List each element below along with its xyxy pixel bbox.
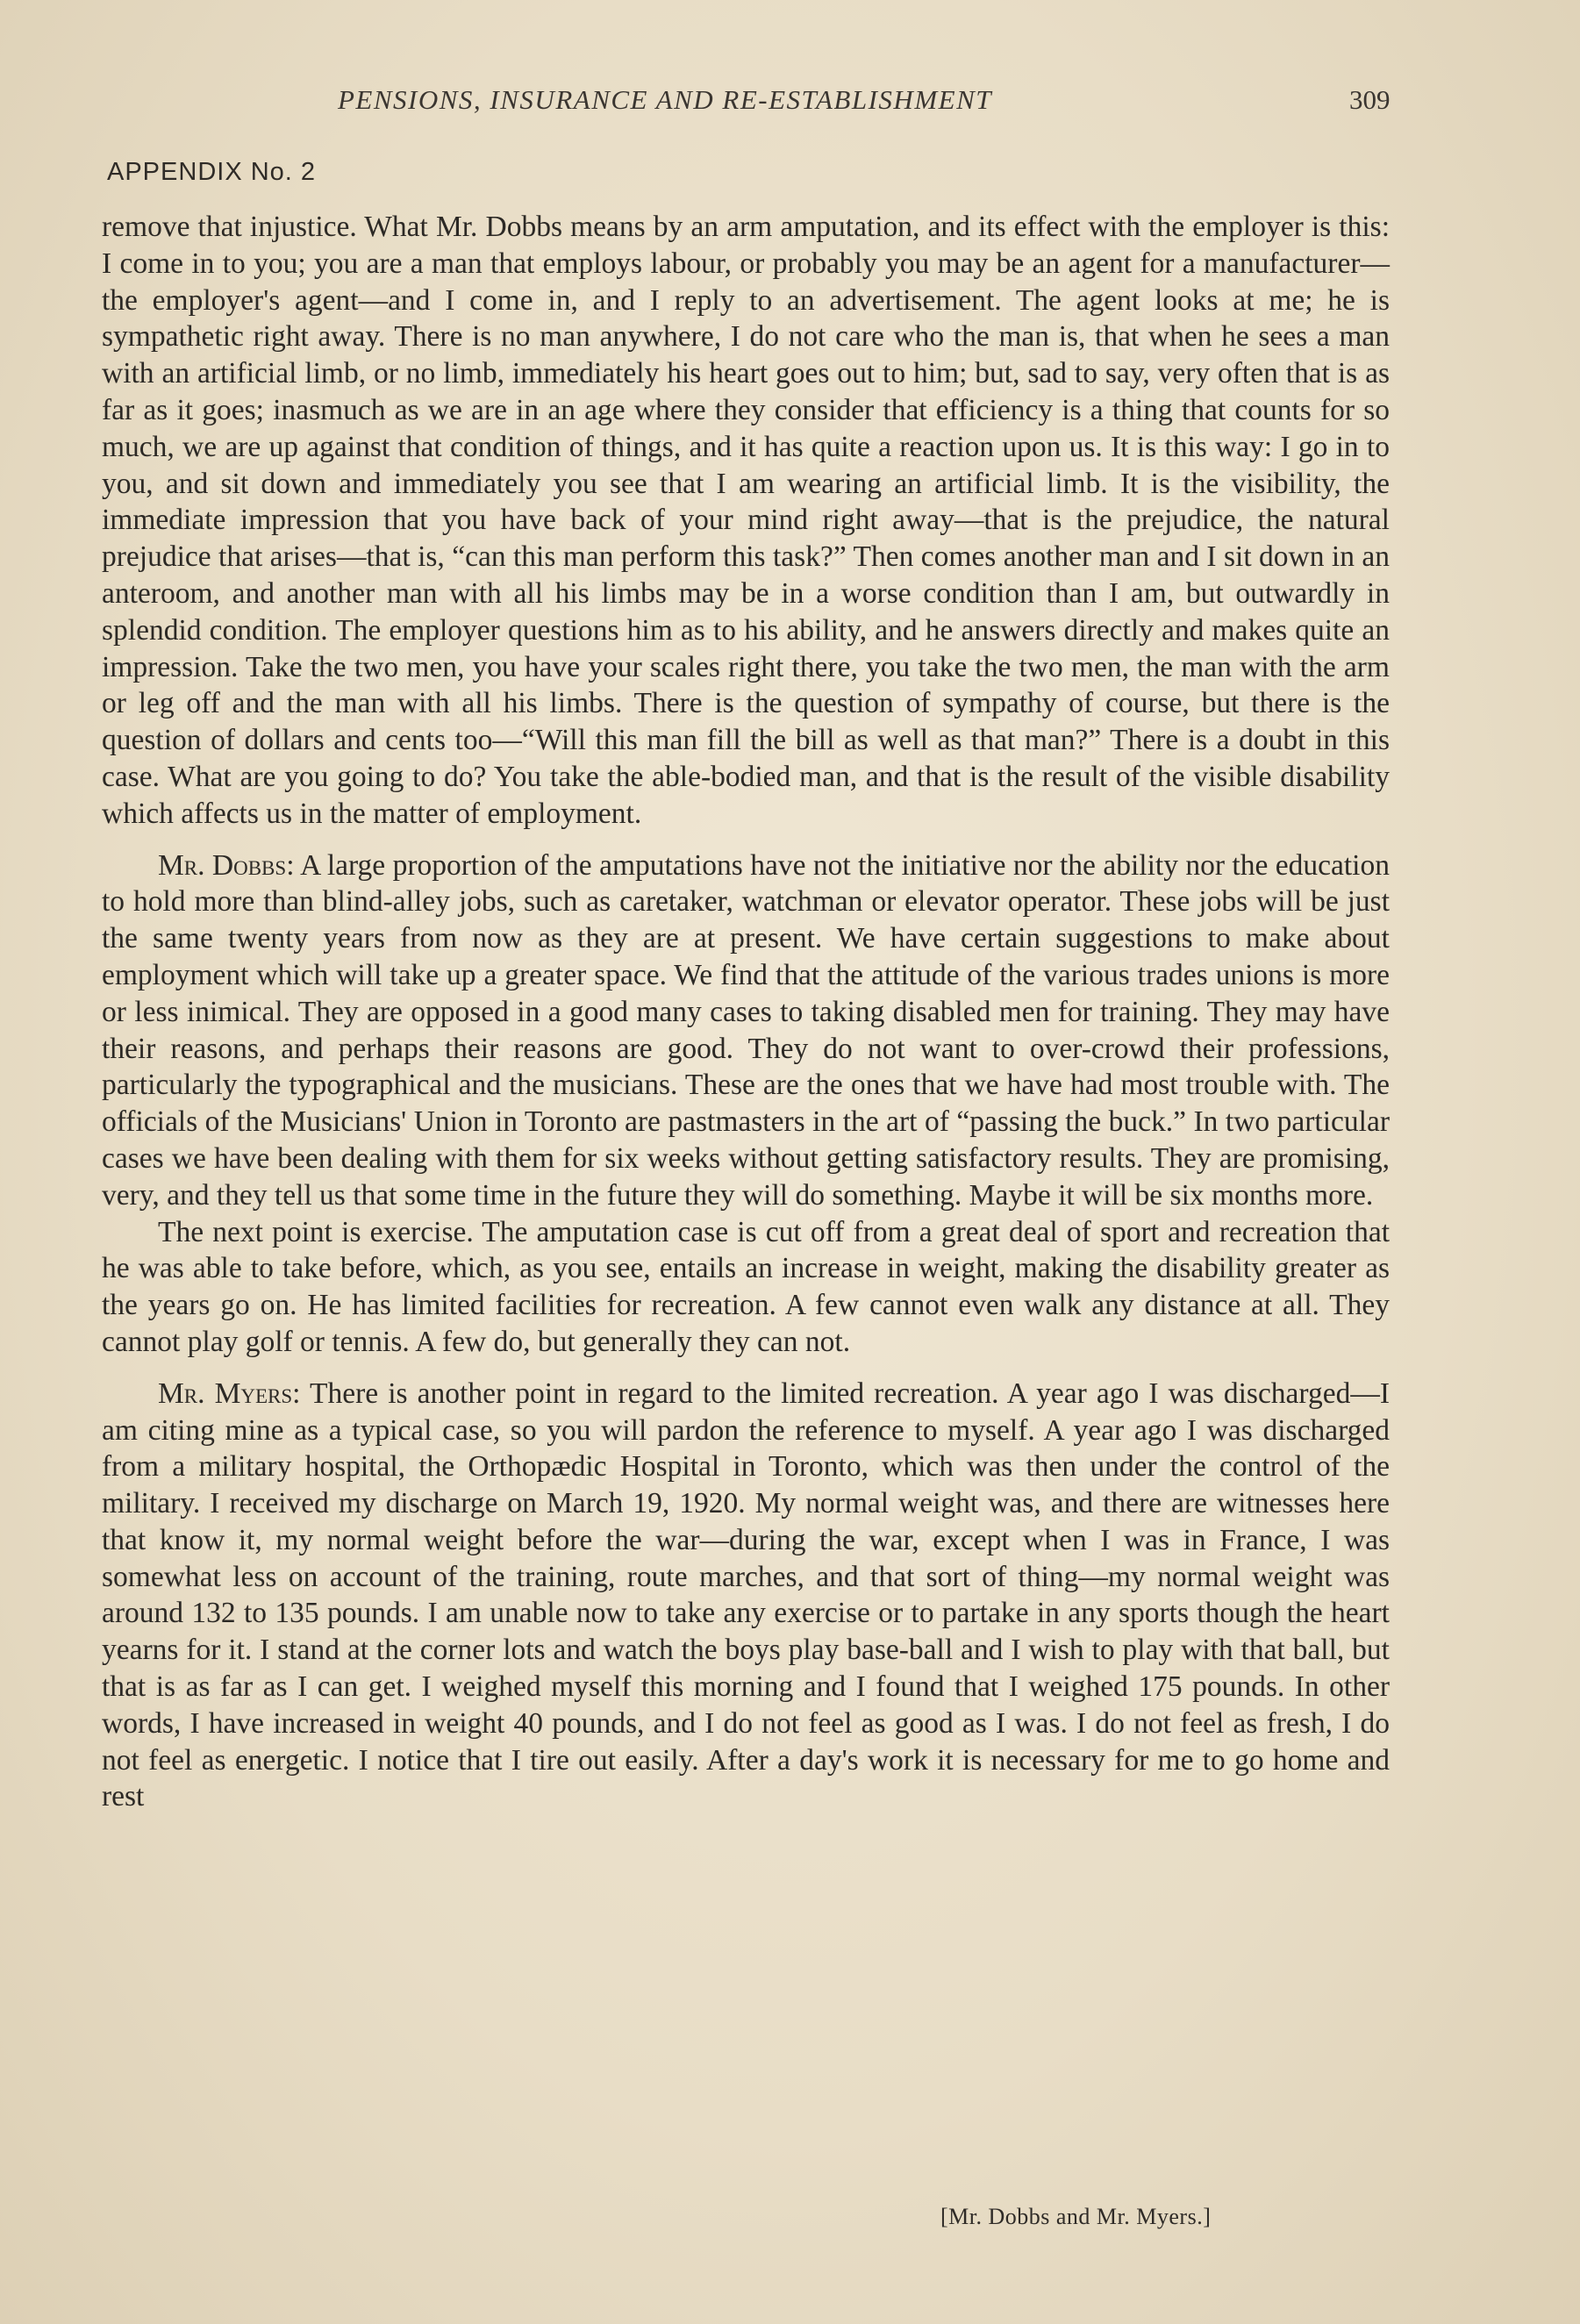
running-title: PENSIONS, INSURANCE AND RE-ESTABLISHMENT <box>338 84 992 115</box>
speakers-footer-note: [Mr. Dobbs and Mr. Myers.] <box>940 2204 1212 2229</box>
paragraph-text: There is another point in regard to the limited recreation. A year ago I was discharged—I am citing mine as a typical case, so you will pardon the reference to myself. A year ago I was discharged from a military hospital, the Orthopædic Hospital in Toronto, which was then under the control of the military. I received my discharge on March 19, 1920. My normal weight was, and there are witnesses here that know it, my normal weight before the war—during the war, except when I was in France, I was somewhat less on account of the training, route marches, and that sort of thing—my normal weight was around 132 to 135 pounds. I am unable now to take any exercise or to partake in any sports though the heart yearns for it. I stand at the corner lots and watch the boys play base-ball and I wish to play with that ball, but that is as far as I can get. I weighed myself this morning and I found that I weighed 175 pounds. In other words, I have increased in weight 40 pounds, and I do not feel as good as I was. I do not feel as fresh, I do not feel as energetic. I notice that I tire out easily. After a day's work it is necessary for me to go home and rest <box>102 1377 1391 1813</box>
paragraph-myers <box>102 1376 1390 1816</box>
paragraph-text: remove that injustice. What Mr. Dobbs means by an arm amputation, and its effect with the employer is this: I come in to you; you are a man that employs labour, or probably you may be an agent for a manufacturer—the employer's agent—and I come in, and I reply to an advertisement. The agent looks at me; he is sympathetic right away. There is no man anywhere, I do not care who the man is, that when he sees a man with an artificial limb, or no limb, immediately his heart goes out to him; but, sad to say, very often that is as far as it goes; inasmuch as we are in an age where they consider that efficiency is a thing that counts for so much, we are up against that condition of things, and it has quite a reaction upon us. It is this way: I go in to you, and sit down and immediately you see that I am wearing an artificial limb. It is the visibility, the immediate impression that you have back of your mind right away—that is the prejudice, the natural prejudice that arises—that is, “can this man perform this task?” Then comes another man and I sit down in an anteroom, and another man with all his limbs may be in a worse condition than I am, but outwardly in splendid condition. The employer questions him as to his ability, and he answers directly and makes quite an impression. Take the two men, you have your scales right there, you take the two men, the man with the arm or leg off and the man with all his limbs. There is the question of sympathy of course, but there is the question of dollars and cents too—“Will this man fill the bill as well as that man?” There is a doubt in this case. What are you going to do? You take the able-bodied man, and that is the result of the visible disability which affects us in the matter of employment. <box>102 211 1390 830</box>
page-number: 309 <box>1349 84 1391 115</box>
paragraph-dobbs <box>102 847 1390 1214</box>
paragraph-text: A large proportion of the amputations have not the initiative nor the ability nor the education to hold more than blind-alley jobs, such as caretaker, watchman or elevator operator. These jobs will be just the same twenty years from now as they are at present. We have certain suggestions to make about employment which will take up a greater space. We find that the attitude of the various trades unions is more or less inimical. They are opposed in a good many cases to taking disabled men for training. They may have their reasons, and perhaps their reasons are good. They do not want to over-crowd their professions, particularly the typographical and the musicians. These are the ones that we have had most trouble with. The officials of the Musicians' Union in Toronto are pastmasters in the art of “passing the buck.” In two particular cases we have been dealing with them for six weeks without getting satisfactory results. They are promising, very, and they tell us that some time in the future they will do something. Maybe it will be six months more. <box>102 848 1390 1212</box>
body-text <box>102 209 1390 1815</box>
paragraph-continuation <box>102 209 1390 833</box>
paragraph-exercise <box>102 1214 1390 1361</box>
paragraph-text: The next point is exercise. The amputation case is cut off from a great deal of sport and recreation that he was able to take before, which, as you see, entails an increase in weight, making the disability greater as the years go on. He has limited facilities for recreation. A few cannot even walk any distance at all. They cannot play golf or tennis. A few do, but generally they can not. <box>102 1215 1390 1358</box>
speaker-name: Mr. Myers: <box>158 1377 301 1410</box>
appendix-label: APPENDIX No. 2 <box>107 158 317 186</box>
speaker-name: Mr. Dobbs: <box>158 848 295 882</box>
